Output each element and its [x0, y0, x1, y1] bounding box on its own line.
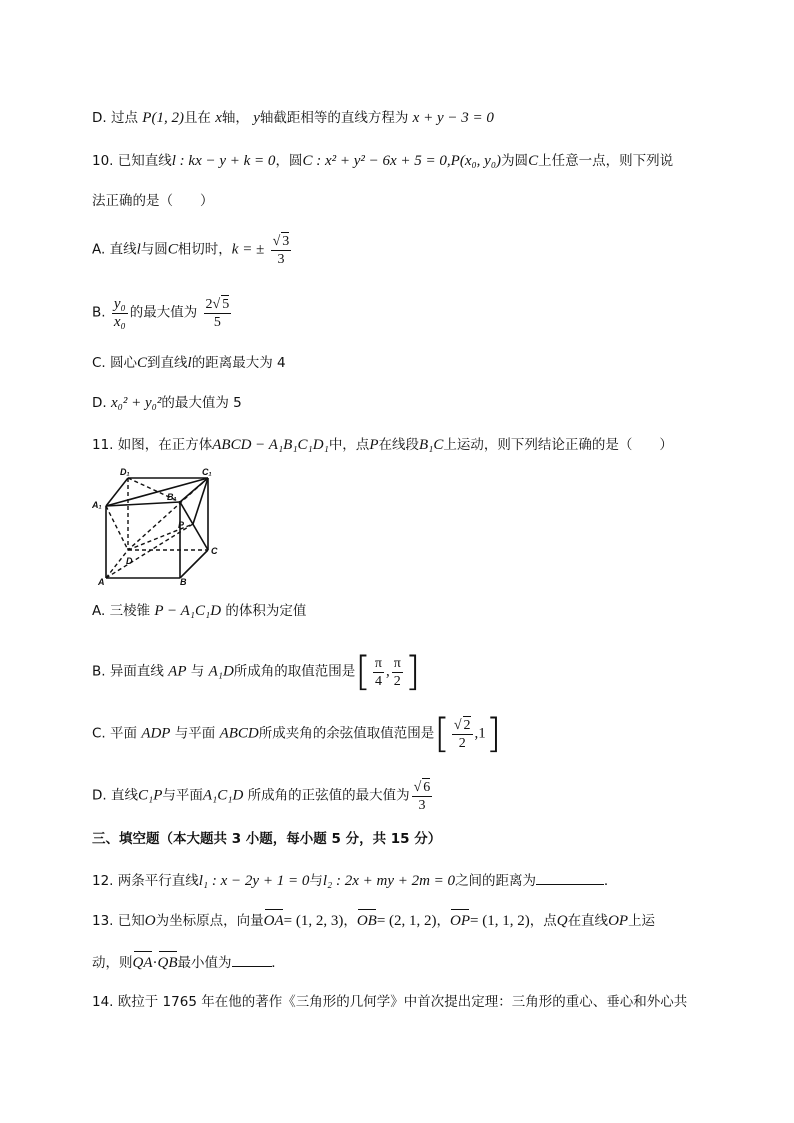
q13-line2: 动，则QA·QB最小值为 .	[92, 952, 275, 973]
q10-stem-line1: 10. 已知直线l : kx − y + k = 0，圆C : x² + y² − 6x + 5 = 0,P(x₀, y₀)为圆C上任意一点，则下列说	[92, 153, 674, 169]
q13-line1: 13. 已知O为坐标原点，向量OA= (1, 2, 3)，OB= (2, 1, 2)，OP= (1, 1, 2)，点Q在直线OP上运	[92, 913, 656, 929]
q11-option-a: A. 三棱锥 P − A₁C₁D 的体积为定值	[92, 603, 307, 619]
q12: 12. 两条平行直线l₁ : x − 2y + 1 = 0与l₂ : 2x + my + 2m = 0之间的距离为 .	[92, 870, 608, 891]
q9-option-d: D. 过点 P(1, 2)且在 x轴， y轴截距相等的直线方程为 x + y − 3 = 0	[92, 110, 494, 126]
q10-option-a: A. 直线l与圆C相切时，k = ± $\frac{√ 3}{3}$	[92, 234, 290, 267]
q14: 14. 欧拉于 1765 年在他的著作《三角形的几何学》中首次提出定理：三角形的重心、垂心和外心共	[92, 994, 688, 1010]
q10-stem-line2: 法正确的是（ ）	[92, 193, 214, 209]
section-3-title: 三、填空题（本大题共 3 小题，每小题 5 分，共 15 分）	[92, 831, 442, 847]
fraction: $\frac{2√ 5}{5}$	[205, 297, 230, 330]
answer-blank[interactable]	[536, 870, 604, 885]
q11-stem: 11. 如图，在正方体ABCD − A₁B₁C₁D₁中，点P在线段B₁C上运动，则下列结论正确的是（ ）	[92, 437, 673, 453]
fraction: $\frac{√ 3}{3}$	[272, 234, 290, 267]
q10-option-b: B. $\frac{\text{y₀}}{\text{x₀}}$ 的最大值为 $\frac{2√ 5}{5}$	[92, 295, 230, 330]
label-b: B	[180, 577, 187, 586]
q11-option-b: B. 异面直线 AP 与 A₁D所成角的取值范围是[ $\frac{\pi}{4}$ , $\frac{\pi}{2}$ ]	[92, 649, 421, 695]
q11-option-d: D. 直线C₁P与平面A₁C₁D 所成角的正弦值的最大值为 $\frac{√ 6}{3}$	[92, 780, 431, 813]
q11-option-c: C. 平面 ADP 与平面 ABCD所成夹角的余弦值取值范围是[ $\frac{√ 2}{2}$ ,1]	[92, 711, 502, 757]
label-b1: B₁	[167, 492, 177, 502]
label-a: A	[98, 577, 105, 586]
label-c1: C₁	[202, 467, 212, 477]
label-d1: D₁	[120, 467, 130, 477]
label-d: D	[126, 556, 133, 566]
q10-option-d: D. x₀² + y₀²的最大值为 5	[92, 395, 242, 411]
label-p: P	[178, 520, 185, 530]
q10-option-c: C. 圆心C到直线l的距离最大为 4	[92, 355, 286, 371]
cube-figure	[92, 466, 222, 586]
label-a1: A₁	[92, 500, 102, 510]
answer-blank[interactable]	[232, 952, 272, 967]
label-c: C	[211, 546, 218, 556]
fraction: $\frac{\text{y₀}}{\text{x₀}}$	[113, 295, 126, 330]
